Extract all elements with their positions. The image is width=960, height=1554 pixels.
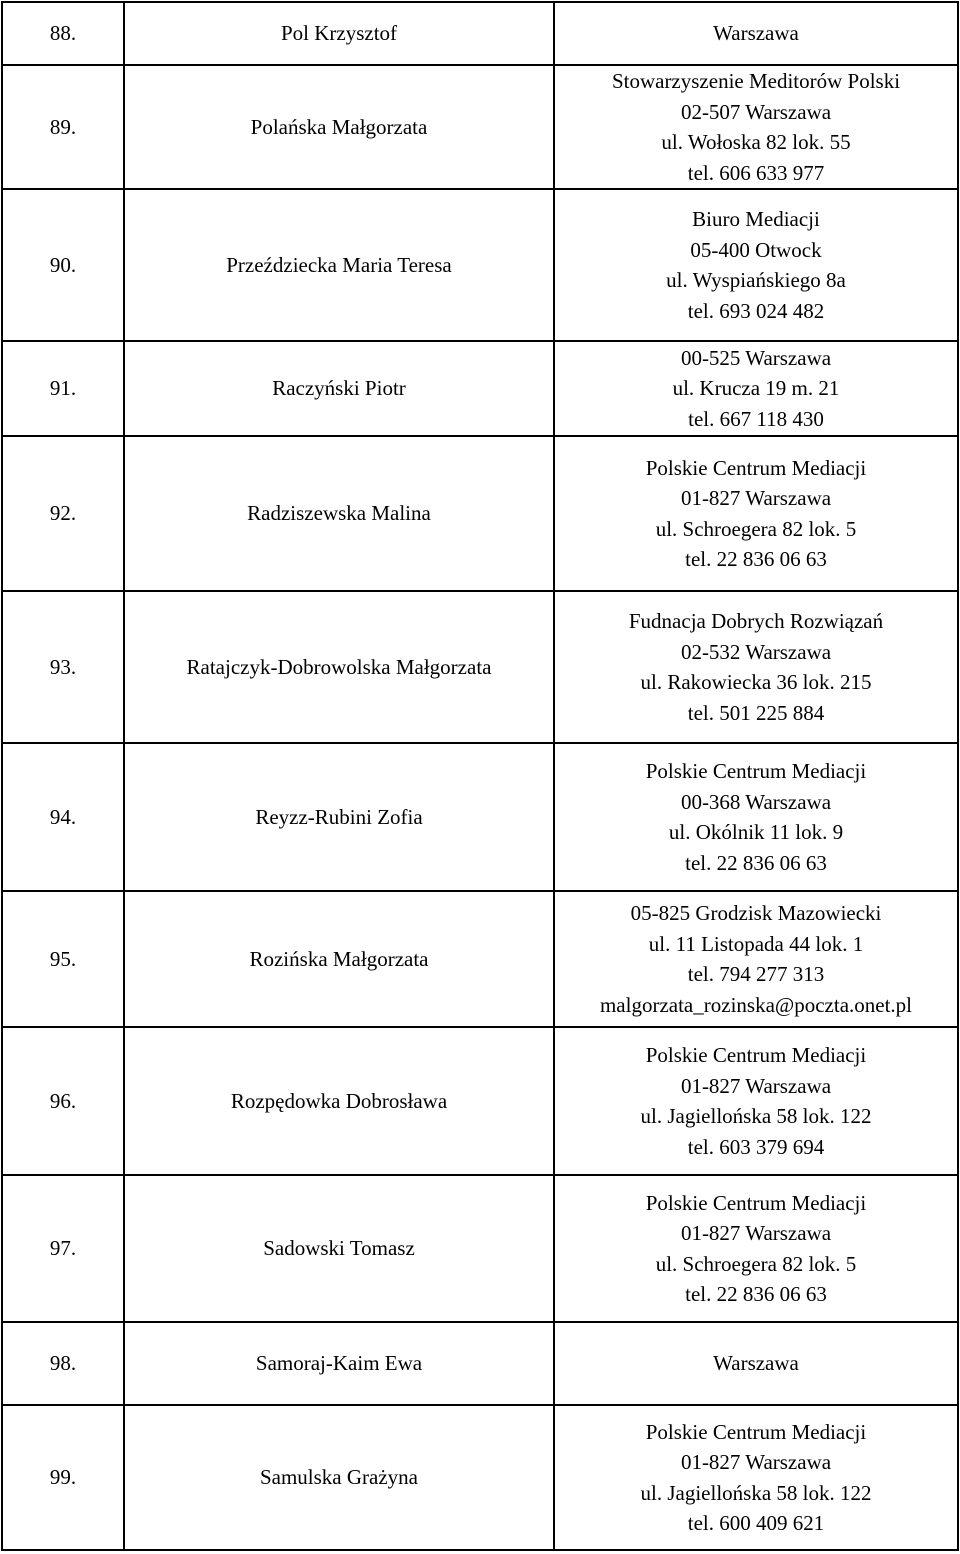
mediator-address xyxy=(554,1175,958,1322)
mediator-address xyxy=(554,1322,958,1405)
address-line: ul. Jagiellońska 58 lok. 122 xyxy=(640,1104,872,1128)
mediator-address xyxy=(554,189,958,341)
mediator-name: Samoraj-Kaim Ewa xyxy=(124,1322,554,1405)
mediator-table xyxy=(1,1,959,1551)
table-row xyxy=(2,1405,958,1550)
table-row xyxy=(2,891,958,1027)
entry-number: 98. xyxy=(2,1322,124,1405)
mediator-name: Rozińska Małgorzata xyxy=(124,891,554,1027)
address-line: ul. Okólnik 11 lok. 9 xyxy=(668,820,844,844)
address-line: tel. 693 024 482 xyxy=(687,298,825,323)
address-line: Warszawa xyxy=(713,1351,799,1376)
mediator-name: Reyzz-Rubini Zofia xyxy=(124,743,554,891)
mediator-name: Polańska Małgorzata xyxy=(124,65,554,189)
address-line: ul. Wołoska 82 lok. 55 xyxy=(661,130,851,154)
address-line: Polskie Centrum Mediacji xyxy=(645,1419,867,1444)
mediator-name: Ratajczyk-Dobrowolska Małgorzata xyxy=(124,591,554,743)
mediator-name: Przeździecka Maria Teresa xyxy=(124,189,554,341)
address-line: Polskie Centrum Mediacji xyxy=(645,1043,867,1067)
table-row xyxy=(2,1175,958,1322)
address-line: ul. Wyspiańskiego 8a xyxy=(666,268,846,292)
address-line: Warszawa xyxy=(713,21,799,46)
entry-number: 99. xyxy=(2,1405,124,1550)
mediator-address xyxy=(554,1405,958,1550)
address-line: 00-525 Warszawa xyxy=(680,345,832,370)
address-line: tel. 606 633 977 xyxy=(687,160,825,185)
entry-number: 88. xyxy=(2,2,124,65)
mediator-name: Radziszewska Malina xyxy=(124,436,554,591)
mediator-address xyxy=(554,891,958,1027)
address-line: Polskie Centrum Mediacji xyxy=(645,1190,867,1215)
mediator-name: Samulska Grażyna xyxy=(124,1405,554,1550)
mediator-address xyxy=(554,743,958,891)
address-line: tel. 22 836 06 63 xyxy=(685,547,827,571)
address-line: ul. Schroegera 82 lok. 5 xyxy=(655,516,857,541)
entry-number: 92. xyxy=(2,436,124,591)
mediator-address xyxy=(554,591,958,743)
entry-number: 97. xyxy=(2,1175,124,1322)
entry-number: 89. xyxy=(2,65,124,189)
address-line: tel. 22 836 06 63 xyxy=(685,850,827,875)
address-line: malgorzata_rozinska@poczta.onet.pl xyxy=(599,992,913,1017)
address-line: tel. 794 277 313 xyxy=(687,962,825,986)
address-line: tel. 600 409 621 xyxy=(687,1511,825,1535)
mediator-name: Pol Krzysztof xyxy=(124,2,554,65)
entry-number: 95. xyxy=(2,891,124,1027)
address-line: tel. 22 836 06 63 xyxy=(685,1282,827,1306)
address-line: Biuro Mediacji xyxy=(692,207,820,231)
address-line: 01-827 Warszawa xyxy=(680,1450,832,1474)
address-line: 00-368 Warszawa xyxy=(680,789,832,814)
address-line: tel. 501 225 884 xyxy=(687,700,825,725)
address-line: ul. Rakowiecka 36 lok. 215 xyxy=(640,670,872,694)
address-line: 02-507 Warszawa xyxy=(680,99,832,124)
address-line: 01-827 Warszawa xyxy=(680,486,832,510)
table-row xyxy=(2,189,958,341)
mediator-name: Sadowski Tomasz xyxy=(124,1175,554,1322)
address-line: Polskie Centrum Mediacji xyxy=(645,455,867,480)
table-row xyxy=(2,1322,958,1405)
entry-number: 94. xyxy=(2,743,124,891)
mediator-address xyxy=(554,65,958,189)
table-body xyxy=(2,2,958,1550)
mediator-name: Raczyński Piotr xyxy=(124,341,554,436)
table-row xyxy=(2,65,958,189)
address-line: Stowarzyszenie Meditorów Polski xyxy=(611,69,901,93)
table-row xyxy=(2,341,958,436)
table-row xyxy=(2,2,958,65)
address-line: ul. Jagiellońska 58 lok. 122 xyxy=(640,1480,872,1505)
address-line: Polskie Centrum Mediacji xyxy=(645,759,867,783)
address-line: 02-532 Warszawa xyxy=(680,639,832,664)
table-row xyxy=(2,1027,958,1175)
address-line: 01-827 Warszawa xyxy=(680,1221,832,1245)
address-line: 05-825 Grodzisk Mazowiecki xyxy=(630,901,882,925)
address-line: tel. 603 379 694 xyxy=(687,1134,825,1159)
mediator-address xyxy=(554,436,958,591)
mediator-address xyxy=(554,2,958,65)
address-line: 01-827 Warszawa xyxy=(680,1073,832,1098)
address-line: ul. Krucza 19 m. 21 xyxy=(672,376,840,401)
address-line: tel. 667 118 430 xyxy=(688,406,824,431)
mediator-name: Rozpędowka Dobrosława xyxy=(124,1027,554,1175)
address-line: 05-400 Otwock xyxy=(690,237,822,262)
entry-number: 91. xyxy=(2,341,124,436)
table-row xyxy=(2,591,958,743)
entry-number: 90. xyxy=(2,189,124,341)
entry-number: 96. xyxy=(2,1027,124,1175)
mediator-address xyxy=(554,341,958,436)
table-row xyxy=(2,743,958,891)
mediator-address xyxy=(554,1027,958,1175)
address-line: Fudnacja Dobrych Rozwiązań xyxy=(628,609,884,633)
address-line: ul. Schroegera 82 lok. 5 xyxy=(655,1251,857,1276)
address-line: ul. 11 Listopada 44 lok. 1 xyxy=(648,931,864,956)
entry-number: 93. xyxy=(2,591,124,743)
table-row xyxy=(2,436,958,591)
